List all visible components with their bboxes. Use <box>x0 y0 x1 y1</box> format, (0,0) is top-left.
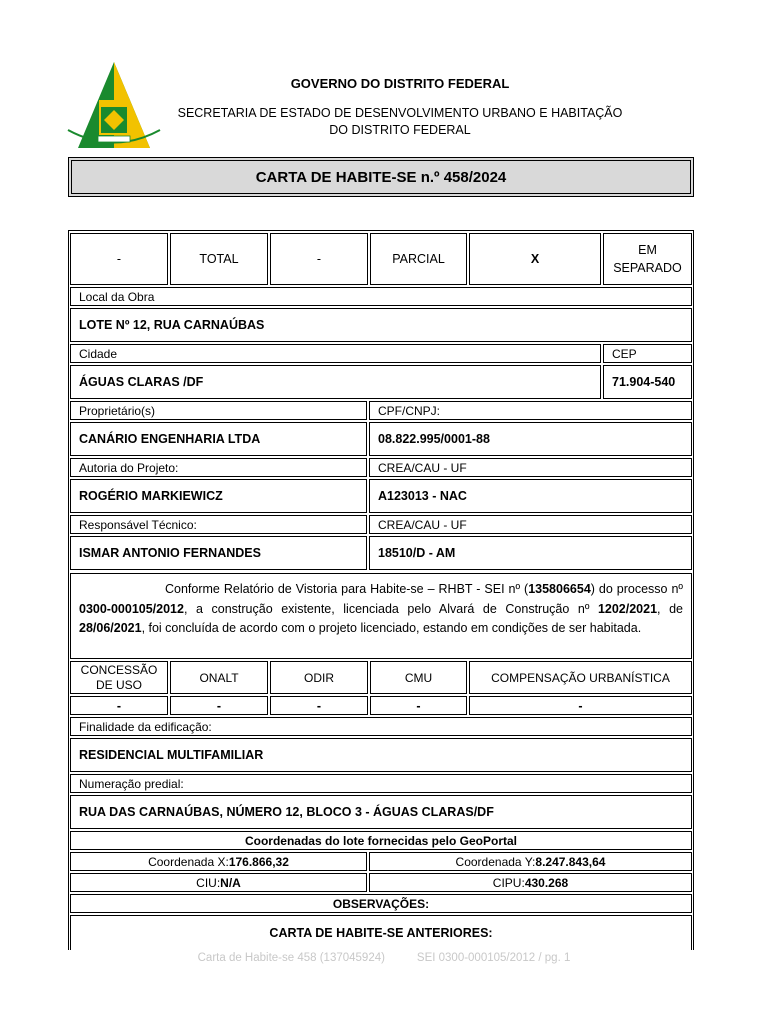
separado-label: EM SEPARADO <box>603 233 692 285</box>
concessao-value: - <box>70 696 168 715</box>
anteriores-label: CARTA DE HABITE-SE ANTERIORES: <box>70 915 692 950</box>
secretaria-line-1: SECRETARIA DE ESTADO DE DESENVOLVIMENTO URBANO E HABITAÇÃO <box>177 106 623 120</box>
parcial-mark: - <box>270 233 368 285</box>
vistoria-paragraph: Conforme Relatório de Vistoria para Habite-se – RHBT - SEI nº (135806654) do processo nº 0300-000105/2012, a construção existente, licenciada pelo Alvará de Construção nº 1202/2021, de 28/06/2021, foi concluída de acordo com o projeto licenciado, estando em condições de ser habitada. <box>70 573 692 659</box>
cidade-label: Cidade <box>70 344 601 363</box>
cpf-label: CPF/CNPJ: <box>369 401 692 420</box>
crea-autoria-label: CREA/CAU - UF <box>369 458 692 477</box>
concessao-header: CONCESSÃO DE USO <box>70 661 168 694</box>
finalidade-label: Finalidade da edificação: <box>70 717 692 736</box>
total-label: TOTAL <box>170 233 268 285</box>
compensacao-value: - <box>469 696 692 715</box>
autoria-label: Autoria do Projeto: <box>70 458 367 477</box>
compensacao-header: COMPENSAÇÃO URBANÍSTICA <box>469 661 692 694</box>
coordenada-x: Coordenada X: 176.866,32 <box>70 852 367 871</box>
cmu-value: - <box>370 696 467 715</box>
cep-label: CEP <box>603 344 692 363</box>
local-label: Local da Obra <box>70 287 692 306</box>
document-title: CARTA DE HABITE-SE n.º 458/2024 <box>255 168 507 186</box>
total-mark: - <box>70 233 168 285</box>
parcial-label: PARCIAL <box>370 233 467 285</box>
cipu: CIPU: 430.268 <box>369 873 692 892</box>
secretaria-line-2: DO DISTRITO FEDERAL <box>329 123 471 137</box>
coordenada-y: Coordenada Y: 8.247.843,64 <box>369 852 692 871</box>
finalidade-value: RESIDENCIAL MULTIFAMILIAR <box>70 738 692 772</box>
separado-mark: X <box>469 233 601 285</box>
odir-value: - <box>270 696 368 715</box>
local-value: LOTE Nº 12, RUA CARNAÚBAS <box>70 308 692 342</box>
observacoes-label: OBSERVAÇÕES: <box>70 894 692 913</box>
numeracao-label: Numeração predial: <box>70 774 692 793</box>
page-footer: Carta de Habite-se 458 (137045924) SEI 0300-000105/2012 / pg. 1 <box>197 952 571 964</box>
coordenadas-title: Coordenadas do lote fornecidas pelo GeoPortal <box>70 831 692 850</box>
responsavel-label: Responsável Técnico: <box>70 515 367 534</box>
crea-autoria-value: A123013 - NAC <box>369 479 692 513</box>
onalt-header: ONALT <box>170 661 268 694</box>
odir-header: ODIR <box>270 661 368 694</box>
responsavel-value: ISMAR ANTONIO FERNANDES <box>70 536 367 570</box>
gdf-emblem <box>66 60 162 156</box>
numeracao-value: RUA DAS CARNAÚBAS, NÚMERO 12, BLOCO 3 - ÁGUAS CLARAS/DF <box>70 795 692 829</box>
cidade-value: ÁGUAS CLARAS /DF <box>70 365 601 399</box>
cpf-value: 08.822.995/0001-88 <box>369 422 692 456</box>
government-title: GOVERNO DO DISTRITO FEDERAL <box>290 76 510 91</box>
onalt-value: - <box>170 696 268 715</box>
proprietario-value: CANÁRIO ENGENHARIA LTDA <box>70 422 367 456</box>
autoria-value: ROGÉRIO MARKIEWICZ <box>70 479 367 513</box>
document-title-box <box>68 157 694 197</box>
proprietario-label: Proprietário(s) <box>70 401 367 420</box>
ciu: CIU: N/A <box>70 873 367 892</box>
crea-responsavel-value: 18510/D - AM <box>369 536 692 570</box>
cep-value: 71.904-540 <box>603 365 692 399</box>
cmu-header: CMU <box>370 661 467 694</box>
crea-responsavel-label: CREA/CAU - UF <box>369 515 692 534</box>
